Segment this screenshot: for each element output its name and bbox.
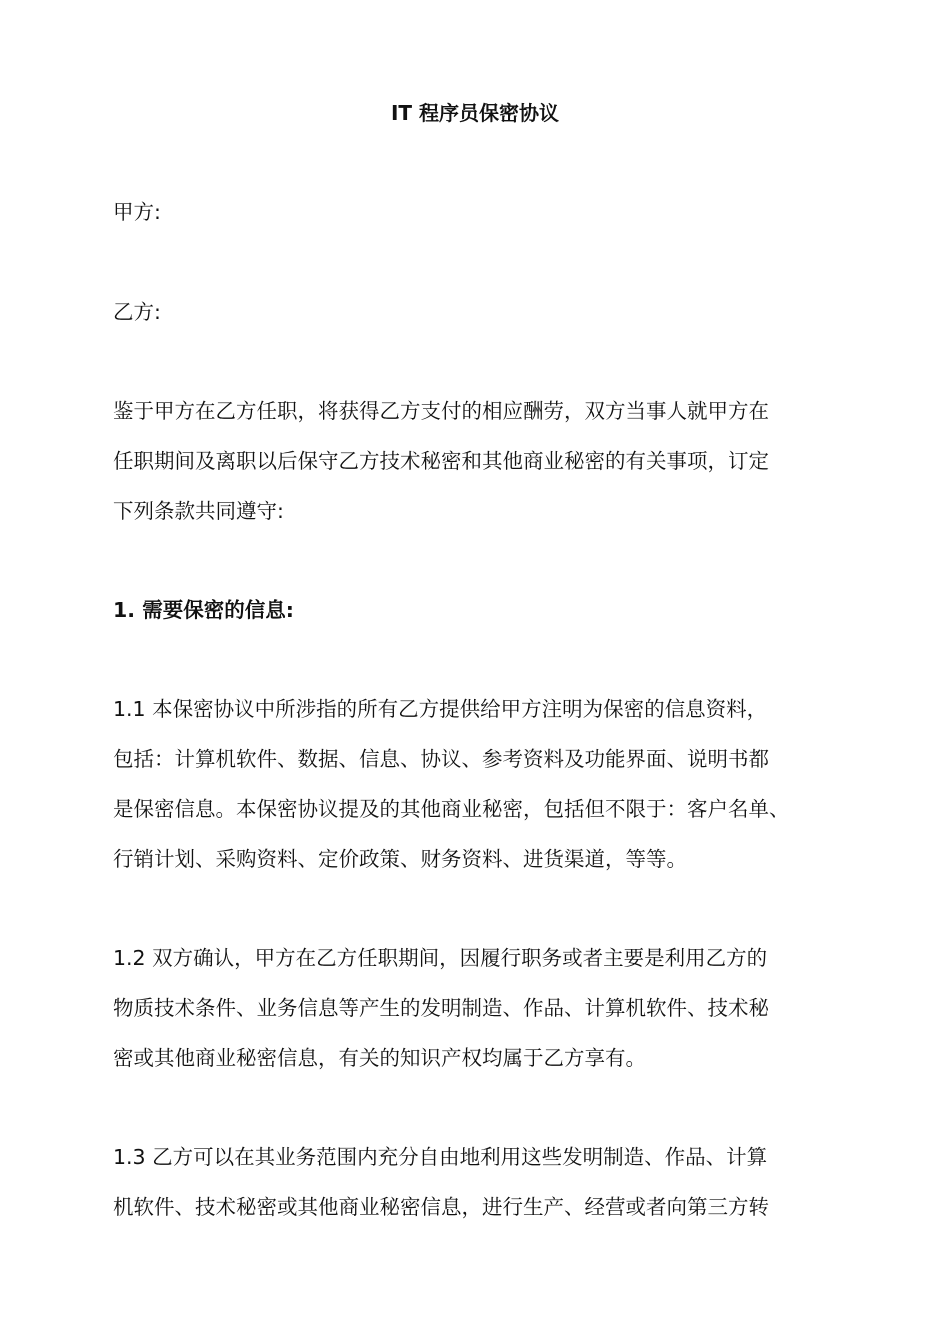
clause-1-2-line-2: 物质技术条件、业务信息等产生的发明制造、作品、计算机软件、技术秘 [113, 996, 769, 1020]
clause-1-2-line-1: 1.2 双方确认，甲方在乙方任职期间，因履行职务或者主要是利用乙方的 [113, 946, 768, 970]
document-title: IT 程序员保密协议 [390, 101, 560, 125]
preamble-line-3: 下列条款共同遵守: [113, 499, 284, 523]
clause-1-1-line-1: 1.1 本保密协议中所涉指的所有乙方提供给甲方注明为保密的信息资料， [113, 697, 768, 721]
clause-1-1-line-4: 行销计划、采购资料、定价政策、财务资料、进货渠道，等等。 [113, 847, 687, 871]
clause-1-1-line-3: 是保密信息。本保密协议提及的其他商业秘密，包括但不限于：客户名单、 [113, 797, 790, 821]
party-b-label: 乙方: [113, 300, 161, 324]
preamble-line-2: 任职期间及离职以后保守乙方技术秘密和其他商业秘密的有关事项，订定 [113, 449, 769, 473]
clause-1-2-line-3: 密或其他商业秘密信息，有关的知识产权均属于乙方享有。 [113, 1046, 646, 1070]
preamble-line-1: 鉴于甲方在乙方任职，将获得乙方支付的相应酬劳，双方当事人就甲方在 [113, 399, 769, 423]
section-1-heading: 1. 需要保密的信息: [113, 598, 294, 622]
clause-1-1-line-2: 包括：计算机软件、数据、信息、协议、参考资料及功能界面、说明书都 [113, 747, 769, 771]
clause-1-3-line-2: 机软件、技术秘密或其他商业秘密信息，进行生产、经营或者向第三方转 [113, 1195, 769, 1219]
clause-1-3-line-1: 1.3 乙方可以在其业务范围内充分自由地利用这些发明制造、作品、计算 [113, 1145, 768, 1169]
party-a-label: 甲方: [113, 200, 161, 224]
